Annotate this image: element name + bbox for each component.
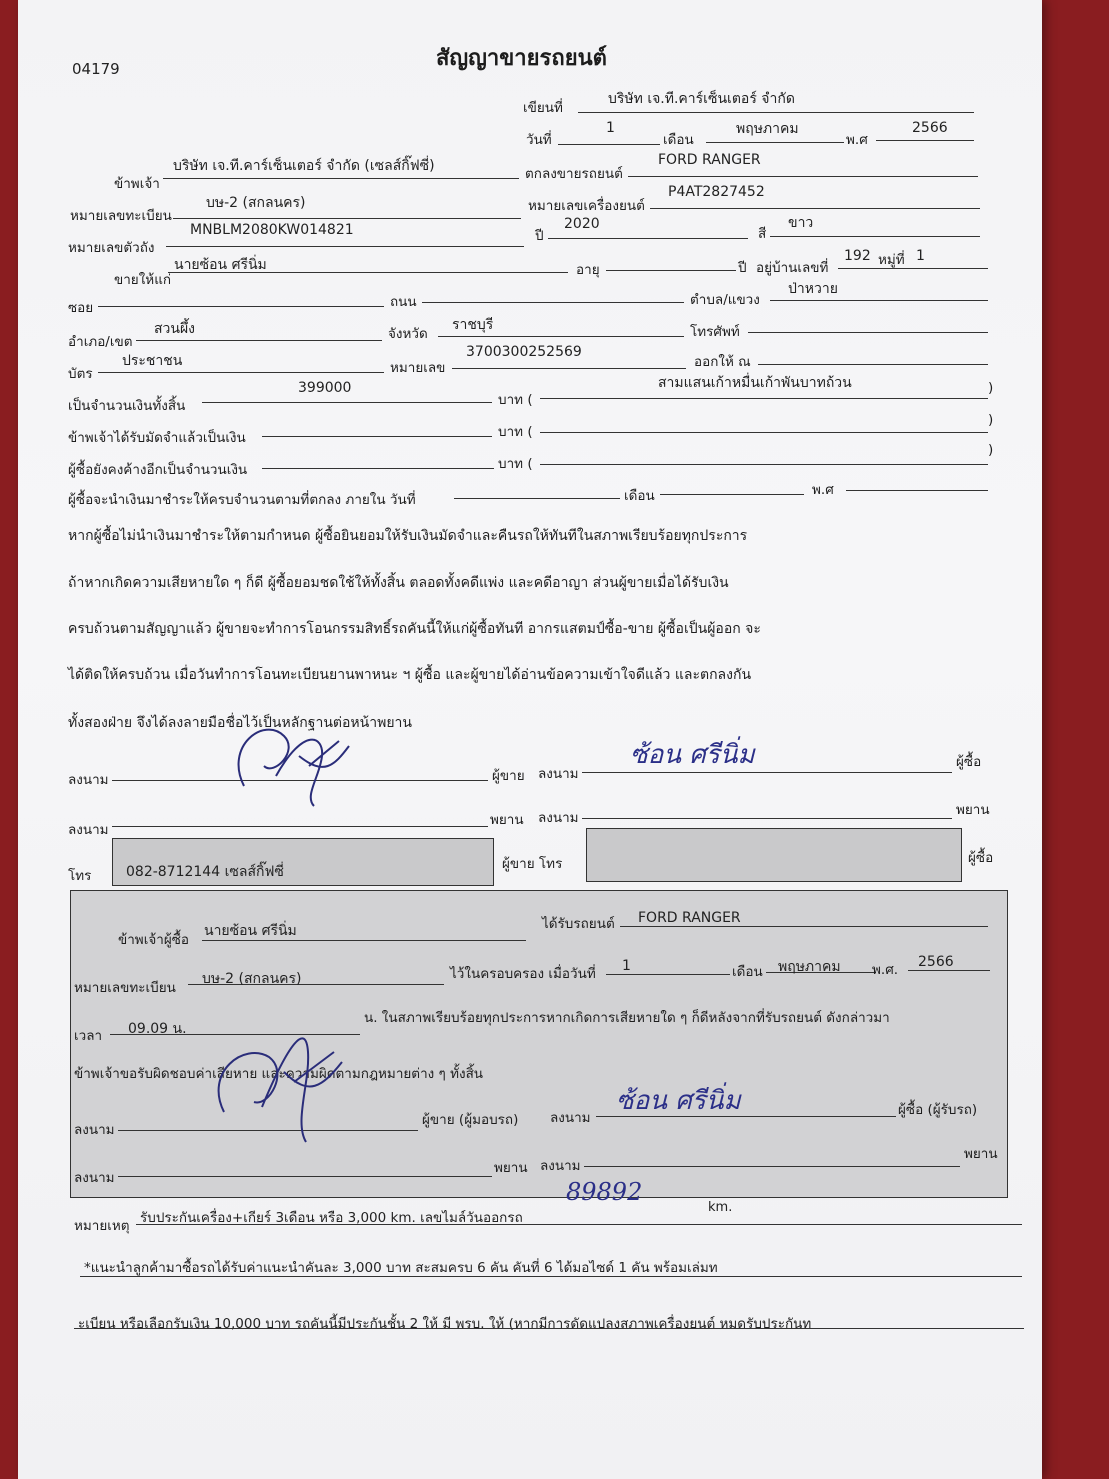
district-label: อำเภอ/เขต	[68, 334, 133, 350]
receipt-year-label: พ.ศ.	[872, 962, 899, 978]
sign-label-2: ลงนาม	[538, 766, 579, 782]
receipt-reg: บษ-2 (สกลนคร)	[202, 971, 302, 987]
color-value: ขาว	[788, 215, 814, 231]
buyer-phone-box	[586, 828, 962, 882]
road-label: ถนน	[390, 294, 417, 310]
year-model-label: ปี	[535, 228, 544, 244]
color-label: สี	[758, 226, 767, 242]
remark-label: หมายเหตุ	[74, 1218, 130, 1234]
seller-role-1: ผู้ขาย	[492, 768, 525, 784]
chassis-label: หมายเลขตัวถัง	[68, 240, 155, 256]
payment-due-year-label: พ.ศ	[812, 482, 834, 498]
payment-due-label: ผู้ซื้อจะนำเงินมาชำระให้ครบจำนวนตามที่ตกลง ภายใน วันที่	[68, 492, 416, 508]
phone-label: โทรศัพท์	[690, 324, 740, 340]
date-year: 2566	[912, 120, 948, 136]
date-day-label: วันที่	[526, 132, 552, 148]
sign-label-3: ลงนาม	[68, 822, 109, 838]
deposit-close: )	[988, 412, 994, 428]
total-label: เป็นจำนวนเงินทั้งสิ้น	[68, 398, 186, 414]
receipt-seller-role: ผู้ขาย (ผู้มอบรถ)	[422, 1112, 519, 1128]
written-at-label: เขียนที่	[523, 100, 563, 116]
document-number: 04179	[72, 60, 120, 78]
sign-label-4: ลงนาม	[538, 810, 579, 826]
seller-value: บริษัท เจ.ที.คาร์เซ็นเตอร์ จำกัด (เซลส์กิ๊ฟซี่)	[173, 158, 435, 174]
receipt-month-label: เดือน	[732, 964, 763, 980]
buyer-value: นายซ้อน ศรีนิ่ม	[174, 257, 267, 273]
seller-phone: 082-8712144 เซลส์กิ๊ฟซี่	[126, 864, 284, 880]
terms-line-2: ถ้าหากเกิดความเสียหายใด ๆ ก็ดี ผู้ซื้อยอมชดใช้ให้ทั้งสิ้น ตลอดทั้งคดีแพ่ง และคดีอาญา ส่วนผู้ขายเมื่อได้รับเงิน	[68, 575, 729, 591]
receipt-statement-1: น. ในสภาพเรียบร้อยทุกประการหากเกิดการเสียหายใด ๆ ก็ดีหลังจากที่รับรถยนต์ ดังกล่าวมา	[364, 1010, 890, 1026]
receipt-car: FORD RANGER	[638, 910, 741, 926]
receipt-witness-role-1: พยาน	[494, 1160, 528, 1176]
engine-label: หมายเลขเครื่องยนต์	[528, 198, 645, 214]
receipt-time: 09.09 น.	[128, 1021, 187, 1037]
terms-line-3: ครบถ้วนตามสัญญาแล้ว ผู้ขายจะทำการโอนกรรมสิทธิ์รถคันนี้ให้แก่ผู้ซื้อทันที อากรแสตมป์ซื้อ-ขาย ผู้ซื้อเป็นผู้ออก จะ	[68, 621, 761, 637]
total-baht: บาท (	[498, 392, 533, 408]
remark-line-3: ะเบียน หรือเลือกรับเงิน 10,000 บาท รถคันนี้มีประกันชั้น 2 ให้ มี พรบ. ให้ (หากมีการดัดแปลงสภาพเครื่องยนต์ หมดรับประกันท	[78, 1316, 812, 1332]
receipt-buyer: นายซ้อน ศรีนิ่ม	[204, 923, 297, 939]
terms-line-5: ทั้งสองฝ่าย จึงได้ลงลายมือชื่อไว้เป็นหลักฐานต่อหน้าพยาน	[68, 715, 412, 731]
card-issued-label: ออกให้ ณ	[694, 354, 751, 370]
province-value: ราชบุรี	[452, 317, 494, 333]
deposit-baht: บาท (	[498, 424, 533, 440]
receipt-reg-label: หมายเลขทะเบียน	[74, 980, 176, 996]
remaining-baht: บาท (	[498, 456, 533, 472]
receipt-day: 1	[622, 958, 631, 974]
district-value: สวนผึ้ง	[154, 321, 196, 337]
witness-role-1: พยาน	[490, 812, 524, 828]
seller-phone-label: ผู้ขาย โทร	[502, 856, 563, 872]
address-moo-label: หมู่ที่	[878, 252, 905, 268]
buyer-phone-label: ผู้ซื้อ	[968, 850, 994, 866]
car-model-label: ตกลงขายรถยนต์	[525, 166, 623, 182]
card-number-label: หมายเลข	[390, 360, 446, 376]
terms-line-4: ได้ติดให้ครบถ้วน เมื่อวันทำการโอนทะเบียนยานพาหนะ ฯ ผู้ซื้อ และผู้ขายได้อ่านข้อความเข้าใจดีแล้ว และตกลงกัน	[68, 667, 752, 683]
receipt-year: 2566	[918, 954, 954, 970]
receipt-sign-label-3: ลงนาม	[74, 1170, 115, 1186]
date-day: 1	[606, 120, 615, 136]
address-moo: 1	[916, 248, 925, 264]
receipt-time-label: เวลา	[74, 1028, 103, 1044]
receipt-sign-label-4: ลงนาม	[540, 1158, 581, 1174]
receipt-sign-label-1: ลงนาม	[74, 1122, 115, 1138]
registration-label: หมายเลขทะเบียน	[70, 208, 172, 224]
subdistrict-label: ตำบล/แขวง	[690, 292, 760, 308]
buyer-signature-2: ซ้อน ศรีนิ่ม	[616, 1086, 741, 1116]
receipt-buyer-role: ผู้ซื้อ (ผู้รับรถ)	[898, 1102, 978, 1118]
receipt-statement-2: ข้าพเจ้าขอรับผิดชอบค่าเสียหาย และความผิดตามกฎหมายต่าง ๆ ทั้งสิ้น	[74, 1066, 484, 1082]
remaining-close: )	[988, 442, 994, 458]
address-house: 192	[844, 248, 871, 264]
car-model-value: FORD RANGER	[658, 152, 761, 168]
sign-label-1: ลงนาม	[68, 772, 109, 788]
address-label: อยู่บ้านเลขที่	[756, 260, 829, 276]
date-year-label: พ.ศ	[846, 132, 868, 148]
receipt-sign-label-2: ลงนาม	[550, 1110, 591, 1126]
buyer-role-1: ผู้ซื้อ	[956, 754, 982, 770]
chassis-value: MNBLM2080KW014821	[190, 222, 354, 238]
subdistrict-value: ป่าหวาย	[788, 281, 838, 297]
card-label: บัตร	[68, 366, 93, 382]
receipt-buyer-label: ข้าพเจ้าผู้ซื้อ	[118, 932, 189, 948]
registration-value: บษ-2 (สกลนคร)	[206, 195, 306, 211]
buyer-label: ขายให้แก่	[114, 272, 172, 288]
buyer-signature-1: ซ้อน ศรีนิ่ม	[630, 740, 755, 770]
terms-line-1: หากผู้ซื้อไม่นำเงินมาชำระให้ตามกำหนด ผู้ซื้อยินยอมให้รับเงินมัดจำและคืนรถให้ทันทีในสภาพเรียบร้อยทุกประการ	[68, 528, 748, 544]
year-model-value: 2020	[564, 216, 600, 232]
seller-label: ข้าพเจ้า	[114, 176, 160, 192]
date-month-label: เดือน	[663, 132, 694, 148]
receipt-car-label: ได้รับรถยนต์	[542, 916, 615, 932]
age-label: อายุ	[576, 262, 600, 278]
receipt-month: พฤษภาคม	[778, 959, 841, 975]
deposit-label: ข้าพเจ้าได้รับมัดจำแล้วเป็นเงิน	[68, 430, 246, 446]
remark-text: รับประกันเครื่อง+เกียร์ 3เดือน หรือ 3,000 km. เลขไมล์วันออกรถ	[140, 1210, 523, 1226]
payment-due-month-label: เดือน	[624, 488, 655, 504]
card-value: ประชาชน	[122, 353, 183, 369]
seller-signature-2	[194, 1012, 354, 1152]
phone-row-label: โทร	[68, 868, 92, 884]
card-number: 3700300252569	[466, 344, 582, 360]
witness-role-2: พยาน	[956, 802, 990, 818]
total-value: 399000	[298, 380, 352, 396]
document-title: สัญญาขายรถยนต์	[436, 46, 607, 71]
remaining-label: ผู้ซื้อยังคงค้างอีกเป็นจำนวนเงิน	[68, 462, 248, 478]
seller-signature-1	[204, 706, 364, 816]
engine-value: P4AT2827452	[668, 184, 765, 200]
written-at-value: บริษัท เจ.ที.คาร์เซ็นเตอร์ จำกัด	[608, 91, 795, 107]
date-month: พฤษภาคม	[736, 121, 799, 137]
province-label: จังหวัด	[388, 326, 428, 342]
total-close: )	[988, 380, 994, 396]
contract-paper	[18, 0, 1042, 1479]
total-words: สามแสนเก้าหมื่นเก้าพันบาทถ้วน	[658, 375, 852, 391]
soi-label: ซอย	[68, 300, 94, 316]
receipt-possession-label: ไว้ในครอบครอง เมื่อวันที่	[450, 966, 596, 982]
age-unit: ปี	[738, 260, 747, 276]
remark-unit: km.	[708, 1200, 733, 1215]
remark-mileage: 89892	[566, 1178, 643, 1206]
receipt-witness-role-2: พยาน	[964, 1146, 998, 1162]
remark-line-2: *แนะนำลูกค้ามาซื้อรถได้รับค่าแนะนำคันละ 3,000 บาท สะสมครบ 6 คัน คันที่ 6 ได้มอไซด์ 1 คัน พร้อมเล่มท	[84, 1260, 718, 1276]
